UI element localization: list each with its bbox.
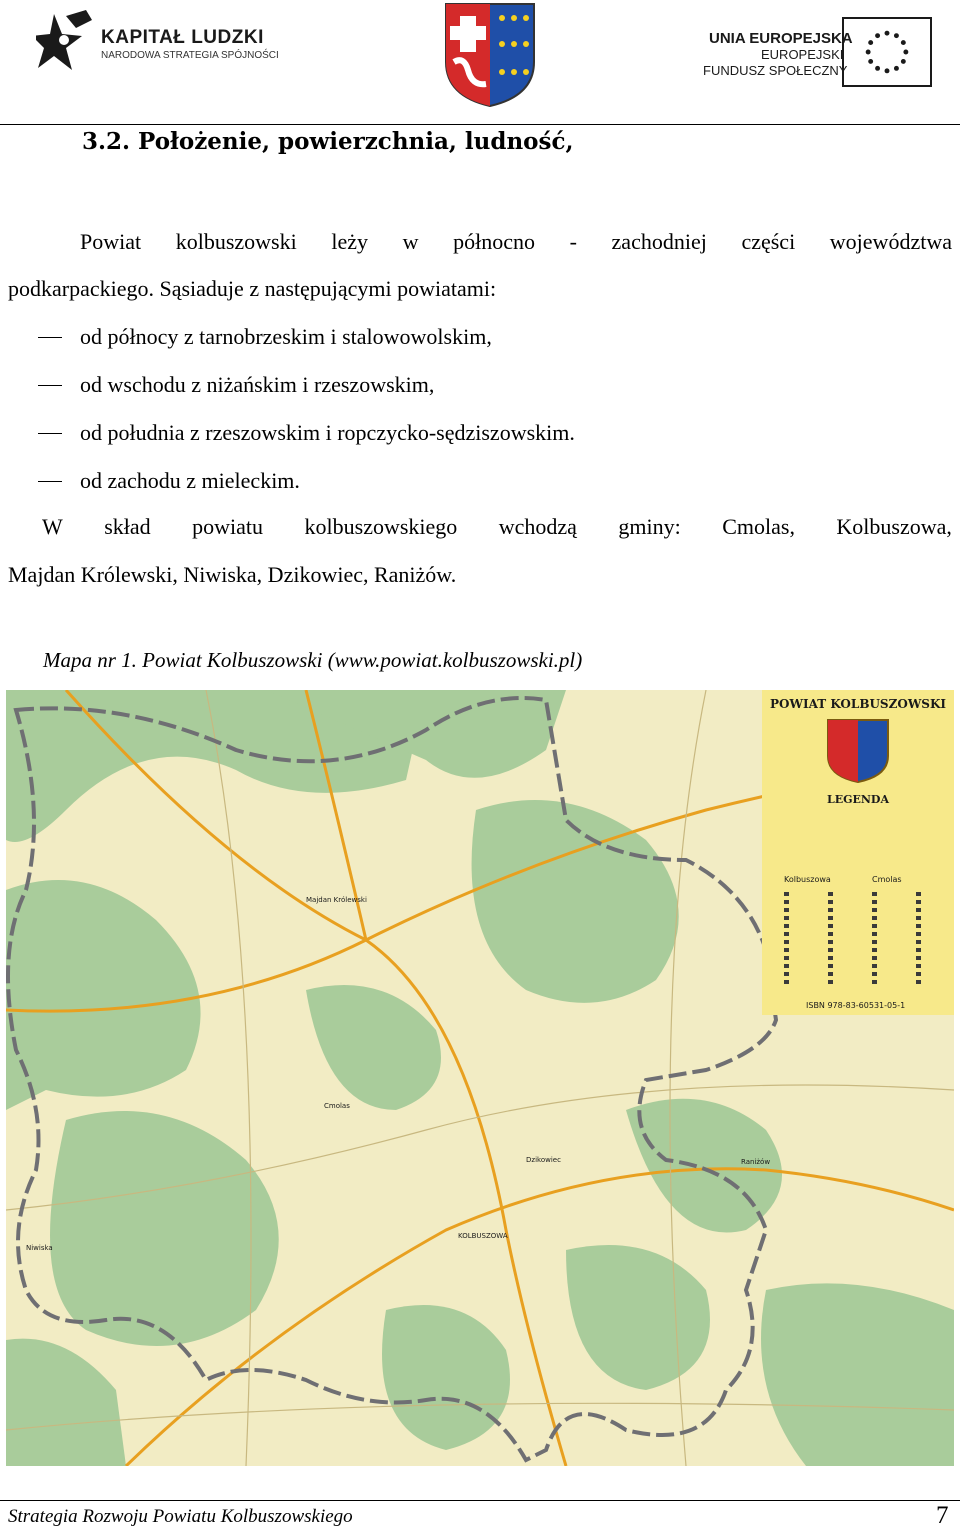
legend-symbol-icon xyxy=(872,892,877,896)
eu-title: UNIA EUROPEJSKA xyxy=(709,30,853,47)
legend-symbol-icon xyxy=(828,892,833,896)
town-label: Dzikowiec xyxy=(526,1156,561,1164)
legend-symbol-icon xyxy=(916,908,921,912)
word: kolbuszowskiego xyxy=(304,514,458,539)
legend-symbol-icon xyxy=(828,924,833,928)
eu-star-icon xyxy=(868,40,873,45)
eu-star-icon xyxy=(901,40,906,45)
legend-symbol-icon xyxy=(872,980,877,984)
eu-star-icon xyxy=(868,59,873,64)
word: północno xyxy=(453,229,535,254)
legend-symbol-icon xyxy=(828,916,833,920)
body-line-1 xyxy=(80,231,952,253)
word: leży xyxy=(331,229,368,254)
legend-symbol-icon xyxy=(828,964,833,968)
legend-symbol-icon xyxy=(916,924,921,928)
word: - xyxy=(569,229,577,254)
legend-symbol-icon xyxy=(828,932,833,936)
word: części xyxy=(741,229,796,254)
legend-symbol-icon xyxy=(916,916,921,920)
list-dash xyxy=(38,433,62,434)
legend-symbol-icon xyxy=(784,900,789,904)
legend-symbol-icon xyxy=(916,948,921,952)
legend-symbol-icon xyxy=(916,940,921,944)
word: Kolbuszowa, xyxy=(836,514,952,539)
eu-star-icon xyxy=(875,66,880,71)
word: Powiat xyxy=(80,229,142,254)
word: gminy: xyxy=(618,514,681,539)
legend-symbol-icon xyxy=(916,964,921,968)
gminy-line-2: Majdan Królewski, Niwiska, Dzikowiec, Raniżów. xyxy=(8,562,457,587)
gminy-line-1 xyxy=(42,516,952,538)
powiat-crest-icon xyxy=(442,0,538,108)
legend-symbol-icon xyxy=(872,916,877,920)
legend-symbol-icon xyxy=(872,940,877,944)
legend-symbol-icon xyxy=(828,972,833,976)
town-label: Raniżów xyxy=(741,1158,771,1166)
legend-symbol-icon xyxy=(784,980,789,984)
word: Cmolas, xyxy=(722,514,795,539)
legend-symbol-icon xyxy=(872,972,877,976)
page-number: 7 xyxy=(936,1502,949,1529)
legend-symbol-icon xyxy=(872,964,877,968)
legend-symbol-icon xyxy=(872,900,877,904)
powiat-map xyxy=(6,690,954,1466)
town-label: Majdan Królewski xyxy=(306,896,367,904)
list-dash xyxy=(38,337,62,338)
legend-symbol-icon xyxy=(784,964,789,968)
map-legend-heading: LEGENDA xyxy=(826,793,890,806)
word: zachodniej xyxy=(611,229,707,254)
neighbor-south: od południa z rzeszowskim i ropczycko-sędziszowskim. xyxy=(80,420,575,445)
legend-symbol-icon xyxy=(872,932,877,936)
legend-symbol-icon xyxy=(916,932,921,936)
legend-symbol-icon xyxy=(784,972,789,976)
eu-star-icon xyxy=(901,59,906,64)
word: kolbuszowski xyxy=(175,229,297,254)
legend-symbol-icon xyxy=(828,940,833,944)
eu-star-icon xyxy=(885,31,890,36)
word: województwa xyxy=(829,229,952,254)
legend-symbol-icon xyxy=(784,908,789,912)
neighbor-east: od wschodu z niżańskim i rzeszowskim, xyxy=(80,372,435,397)
star-logo-icon xyxy=(36,10,92,70)
map-caption: Mapa nr 1. Powiat Kolbuszowski (www.powiat.kolbuszowski.pl) xyxy=(43,648,583,672)
eu-star-icon xyxy=(894,66,899,71)
town-label: Niwiska xyxy=(26,1244,53,1252)
footer-title: Strategia Rozwoju Powiatu Kolbuszowskiego xyxy=(8,1506,353,1527)
map-crest-icon xyxy=(828,720,888,782)
eu-star-icon xyxy=(875,33,880,38)
legend-symbol-icon xyxy=(784,892,789,896)
legend-symbol-icon xyxy=(784,940,789,944)
legend-symbol-icon xyxy=(916,956,921,960)
word: skład xyxy=(104,514,151,539)
word: wchodzą xyxy=(498,514,577,539)
eu-star-icon xyxy=(894,33,899,38)
legend-symbol-icon xyxy=(828,956,833,960)
kapital-ludzki-title: KAPITAŁ LUDZKI xyxy=(101,27,264,48)
legend-symbol-icon xyxy=(916,972,921,976)
section-heading: 3.2. Położenie, powierzchnia, ludność, xyxy=(82,128,574,155)
word: powiatu xyxy=(192,514,264,539)
eu-star-icon xyxy=(903,50,908,55)
eu-star-icon xyxy=(866,50,871,55)
word: w xyxy=(402,229,419,254)
neighbor-west: od zachodu z mieleckim. xyxy=(80,468,300,493)
legend-symbol-icon xyxy=(828,948,833,952)
legend-symbol-icon xyxy=(828,908,833,912)
legend-symbol-icon xyxy=(872,948,877,952)
map-legend-title: POWIAT KOLBUSZOWSKI xyxy=(770,697,946,711)
legend-symbol-icon xyxy=(784,956,789,960)
legend-symbol-icon xyxy=(916,900,921,904)
map-isbn: ISBN 978-83-60531-05-1 xyxy=(806,1001,906,1010)
legend-symbol-icon xyxy=(916,980,921,984)
legend-symbol-icon xyxy=(784,924,789,928)
eu-fund-line1: EUROPEJSKI xyxy=(761,47,844,62)
legend-symbol-icon xyxy=(916,892,921,896)
legend-symbol-icon xyxy=(872,908,877,912)
body-line-2: podkarpackiego. Sąsiaduje z następującymi powiatami: xyxy=(8,276,497,301)
legend-symbol-icon xyxy=(784,932,789,936)
legend-symbol-icon xyxy=(828,980,833,984)
legend-symbol-icon xyxy=(872,924,877,928)
header-rule xyxy=(0,124,960,125)
legend-col-cmolas: Cmolas xyxy=(872,875,902,884)
neighbor-north: od północy z tarnobrzeskim i stalowowolskim, xyxy=(80,324,492,349)
word: W xyxy=(42,514,63,539)
legend-symbol-icon xyxy=(784,916,789,920)
legend-col-kolbuszowa: Kolbuszowa xyxy=(784,875,831,884)
legend-symbol-icon xyxy=(784,948,789,952)
footer-rule xyxy=(0,1500,960,1501)
town-label: Cmolas xyxy=(324,1102,350,1110)
eu-flag-icon xyxy=(842,17,932,87)
town-label: KOLBUSZOWA xyxy=(458,1232,508,1240)
list-dash xyxy=(38,481,62,482)
eu-fund-line2: FUNDUSZ SPOŁECZNY xyxy=(703,63,848,78)
legend-symbol-icon xyxy=(872,956,877,960)
eu-star-icon xyxy=(885,68,890,73)
kapital-ludzki-subtitle: NARODOWA STRATEGIA SPÓJNOŚCI xyxy=(101,50,279,61)
list-dash xyxy=(38,385,62,386)
legend-symbol-icon xyxy=(828,900,833,904)
